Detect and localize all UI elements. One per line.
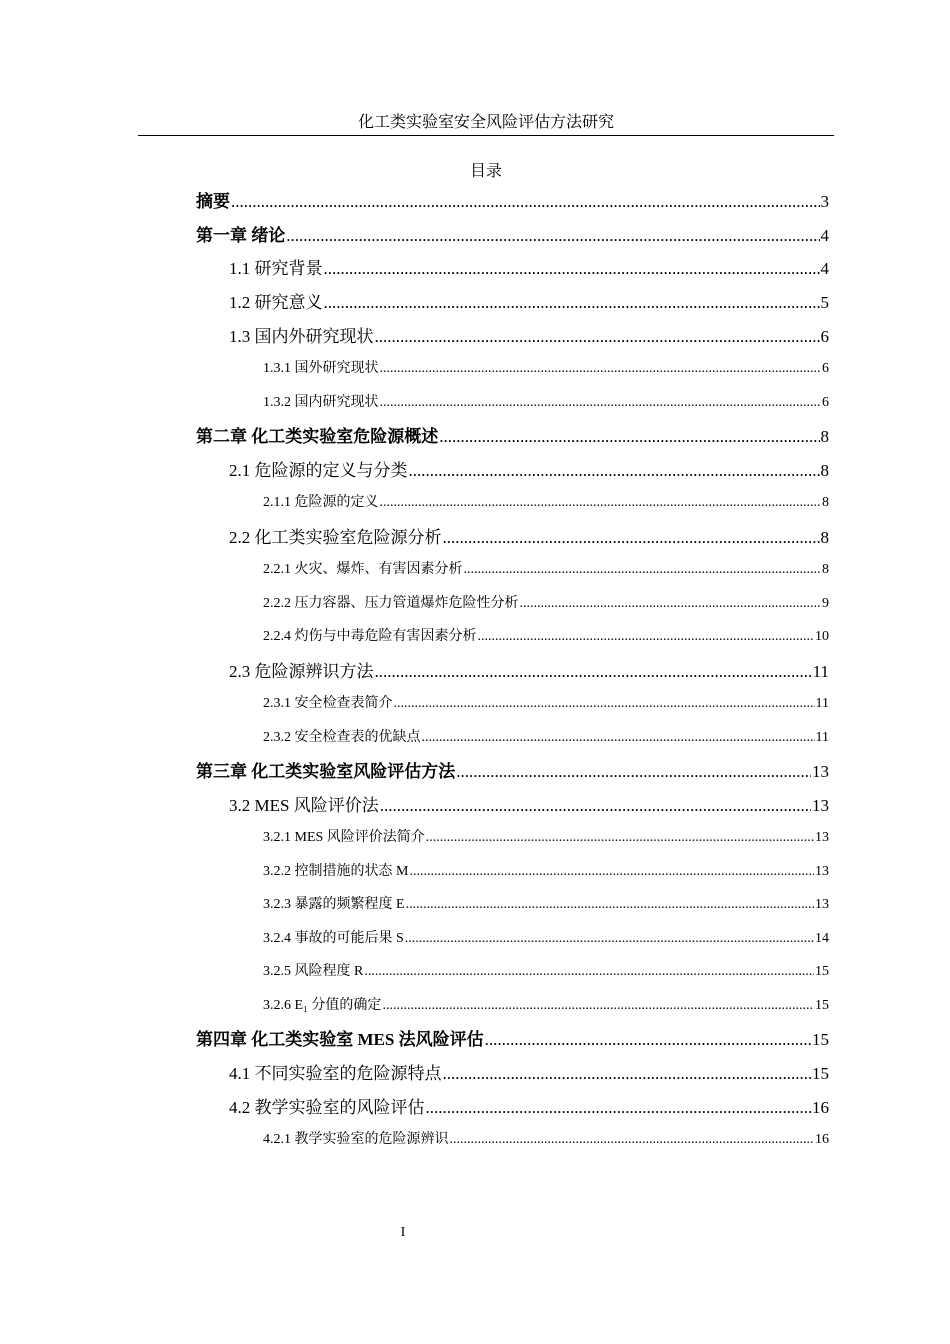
- toc-entry-title: 2.2.2 压力容器、压力管道爆炸危险性分析: [263, 596, 519, 611]
- toc-entry-title: 3.2.1 MES 风险评价法简介: [263, 830, 425, 845]
- toc-entry-title: 3.2.6 E₁ 分值的确定: [263, 998, 382, 1013]
- toc-entry[interactable]: [229, 659, 829, 685]
- header-rule: [138, 135, 834, 136]
- toc-entry-page: 8: [820, 427, 829, 446]
- page-number: I: [400, 1225, 406, 1240]
- toc-dot-leader: [380, 392, 822, 414]
- toc-dot-leader: [409, 458, 820, 484]
- toc-entry[interactable]: [263, 1129, 829, 1151]
- toc-entry[interactable]: [263, 961, 829, 983]
- toc-entry-page: 8: [822, 562, 829, 577]
- toc-entry[interactable]: [196, 424, 829, 450]
- toc-entry-title: 4.1 不同实验室的危险源特点: [229, 1064, 442, 1083]
- toc-entry[interactable]: [263, 693, 829, 715]
- toc-entry[interactable]: [196, 759, 829, 785]
- toc-dot-leader: [422, 727, 815, 749]
- toc-dot-leader: [450, 1129, 815, 1151]
- toc-entry-page: 4: [820, 259, 829, 278]
- toc-entry-page: 6: [822, 361, 829, 376]
- toc-entry-title: 4.2.1 教学实验室的危险源辨识: [263, 1132, 449, 1147]
- toc-entry[interactable]: [263, 358, 829, 380]
- toc-entry[interactable]: [263, 861, 829, 883]
- toc-entry-page: 14: [815, 931, 829, 946]
- toc-entry-title: 第一章 绪论: [196, 226, 286, 245]
- toc-entry-title: 3.2.4 事故的可能后果 S: [263, 931, 404, 946]
- toc-entry-page: 16: [815, 1132, 829, 1147]
- toc-entry[interactable]: [263, 626, 829, 648]
- toc-dot-leader: [426, 1095, 812, 1121]
- toc-entry[interactable]: [196, 1027, 829, 1053]
- toc-dot-leader: [478, 626, 815, 648]
- toc-entry-page: 11: [812, 662, 829, 681]
- toc-entry-page: 8: [820, 461, 829, 480]
- toc-entry[interactable]: [263, 392, 829, 414]
- toc-entry-title: 3.2.5 风险程度 R: [263, 964, 364, 979]
- toc-entry[interactable]: [229, 1061, 829, 1087]
- toc-entry-page: 15: [815, 998, 829, 1013]
- toc-entry[interactable]: [263, 593, 829, 615]
- toc-dot-leader: [375, 659, 812, 685]
- toc-dot-leader: [439, 424, 819, 450]
- toc-entry-page: 8: [822, 495, 829, 510]
- toc-entry-title: 2.1.1 危险源的定义: [263, 495, 379, 510]
- toc-entry[interactable]: [229, 1095, 829, 1121]
- toc-dot-leader: [443, 525, 820, 551]
- toc-dot-leader: [426, 827, 814, 849]
- toc-entry-page: 13: [815, 830, 829, 845]
- toc-entry-page: 10: [815, 629, 829, 644]
- toc-entry-page: 8: [820, 528, 829, 547]
- toc-entry[interactable]: [229, 290, 829, 316]
- toc-entry[interactable]: [229, 793, 829, 819]
- toc-entry-page: 11: [815, 696, 829, 711]
- toc-entry-page: 9: [822, 596, 829, 611]
- toc-entry[interactable]: [196, 189, 829, 215]
- toc-dot-leader: [231, 189, 820, 215]
- toc-entry-title: 2.1 危险源的定义与分类: [229, 461, 408, 480]
- toc-dot-leader: [382, 995, 814, 1017]
- toc-title: 目录: [469, 163, 502, 180]
- toc-entry-title: 3.2.3 暴露的频繁程度 E: [263, 897, 405, 912]
- toc-entry-title: 1.3 国内外研究现状: [229, 327, 374, 346]
- toc-entry[interactable]: [229, 324, 829, 350]
- toc-entry-title: 第三章 化工类实验室风险评估方法: [196, 762, 456, 781]
- toc-entry-title: 第二章 化工类实验室危险源概述: [196, 427, 439, 446]
- toc-entry-title: 2.3 危险源辨识方法: [229, 662, 374, 681]
- toc-dot-leader: [380, 492, 822, 514]
- toc-entry[interactable]: [263, 928, 829, 950]
- toc-entry[interactable]: [263, 559, 829, 581]
- toc-entry[interactable]: [229, 525, 829, 551]
- toc-dot-leader: [464, 559, 822, 581]
- toc-dot-leader: [409, 861, 814, 883]
- toc-dot-leader: [380, 793, 811, 819]
- toc-dot-leader: [364, 961, 814, 983]
- toc-entry-page: 16: [812, 1098, 829, 1117]
- toc-entry[interactable]: [263, 894, 829, 916]
- toc-entry-page: 15: [815, 964, 829, 979]
- toc-entry-page: 3: [820, 192, 829, 211]
- toc-dot-leader: [380, 358, 822, 380]
- toc-entry-page: 4: [820, 226, 829, 245]
- toc-entry-title: 3.2.2 控制措施的状态 M: [263, 864, 409, 879]
- toc-entry-page: 6: [820, 327, 829, 346]
- toc-entry[interactable]: [263, 492, 829, 514]
- toc-dot-leader: [485, 1027, 811, 1053]
- toc-entry[interactable]: [196, 223, 829, 249]
- toc-dot-leader: [406, 894, 814, 916]
- toc-dot-leader: [405, 928, 814, 950]
- toc-entry-title: 1.2 研究意义: [229, 293, 323, 312]
- toc-entry[interactable]: [229, 256, 829, 282]
- toc-dot-leader: [375, 324, 820, 350]
- toc-entry-page: 15: [812, 1064, 829, 1083]
- toc-entry-title: 1.3.2 国内研究现状: [263, 395, 379, 410]
- toc-dot-leader: [324, 290, 820, 316]
- toc-entry-page: 13: [812, 762, 829, 781]
- toc-entry-title: 2.3.1 安全检查表简介: [263, 696, 393, 711]
- toc-entry-page: 6: [822, 395, 829, 410]
- toc-entry-title: 2.2 化工类实验室危险源分析: [229, 528, 442, 547]
- toc-entry-page: 5: [820, 293, 829, 312]
- toc-entry[interactable]: [263, 995, 829, 1017]
- running-header: 化工类实验室安全风险评估方法研究: [357, 114, 614, 131]
- toc-dot-leader: [394, 693, 815, 715]
- toc-entry-title: 4.2 教学实验室的风险评估: [229, 1098, 425, 1117]
- toc-dot-leader: [324, 256, 820, 282]
- toc-entry-title: 3.2 MES 风险评价法: [229, 796, 379, 815]
- toc-entry-title: 2.3.2 安全检查表的优缺点: [263, 730, 421, 745]
- toc-entry-page: 13: [812, 796, 829, 815]
- toc-entry-title: 第四章 化工类实验室 MES 法风险评估: [196, 1030, 484, 1049]
- toc-dot-leader: [456, 759, 811, 785]
- toc-dot-leader: [443, 1061, 812, 1087]
- toc-entry-page: 13: [815, 897, 829, 912]
- toc-dot-leader: [286, 223, 819, 249]
- toc-entry-page: 11: [815, 730, 829, 745]
- toc-entry[interactable]: [229, 458, 829, 484]
- toc-entry-title: 摘要: [196, 192, 230, 211]
- toc-entry-title: 2.2.4 灼伤与中毒危险有害因素分析: [263, 629, 477, 644]
- toc-entry-title: 2.2.1 火灾、爆炸、有害因素分析: [263, 562, 463, 577]
- toc-entry-page: 13: [815, 864, 829, 879]
- toc-entry-title: 1.1 研究背景: [229, 259, 323, 278]
- toc-entry[interactable]: [263, 827, 829, 849]
- toc-entry-title: 1.3.1 国外研究现状: [263, 361, 379, 376]
- toc-entry-page: 15: [812, 1030, 829, 1049]
- toc-entry[interactable]: [263, 727, 829, 749]
- toc-dot-leader: [520, 593, 822, 615]
